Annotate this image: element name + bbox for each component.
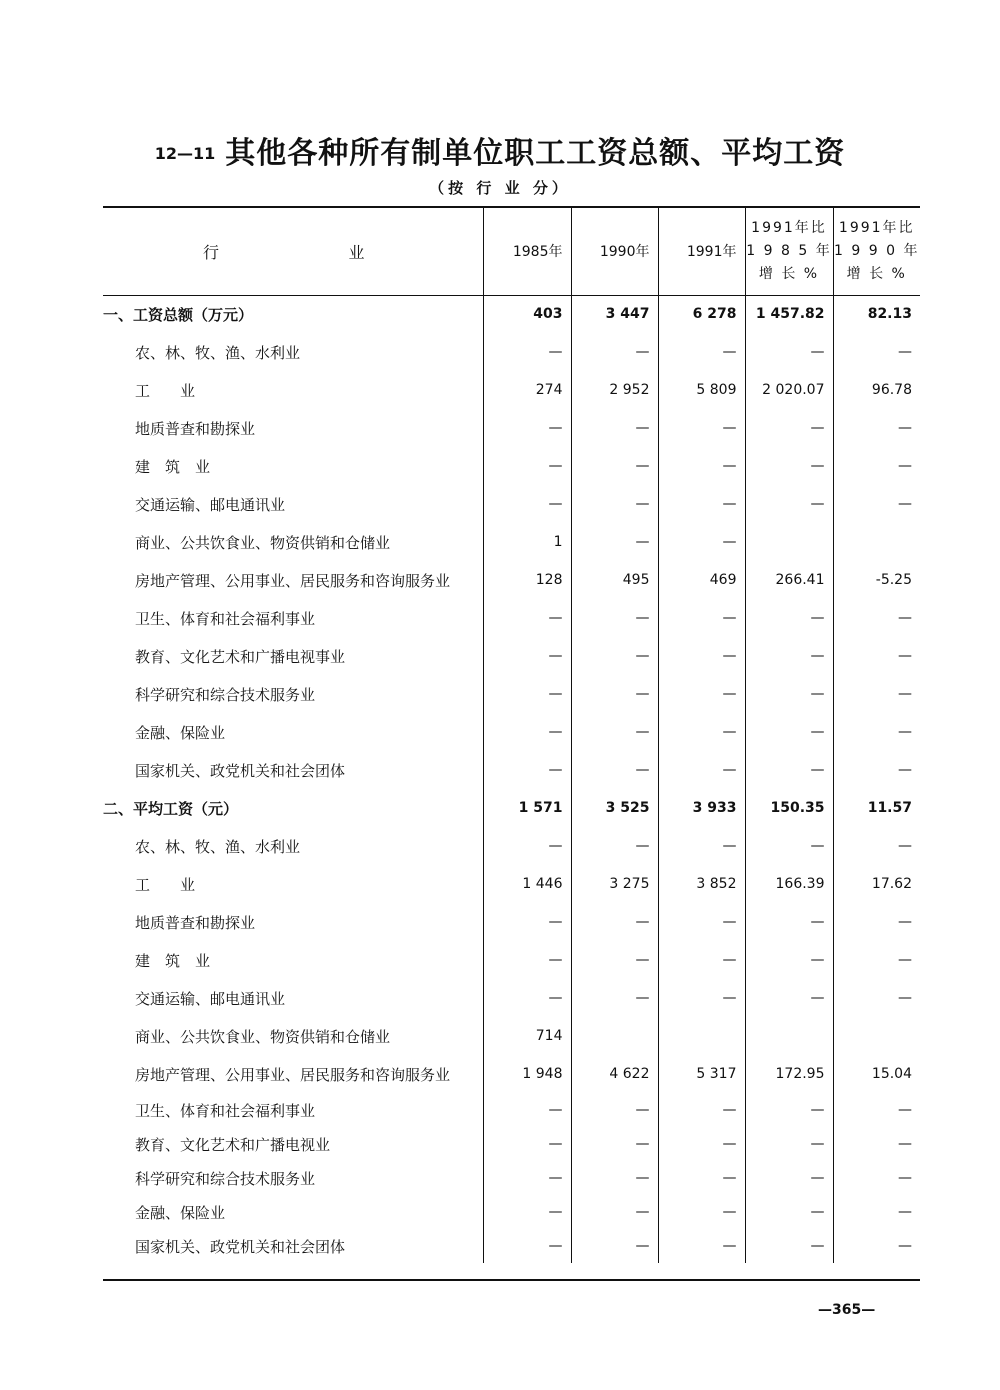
value-1991: — — [658, 1229, 745, 1263]
value-1985: — — [483, 1161, 571, 1195]
value-1990: — — [571, 751, 658, 789]
growth-vs-1990: — — [833, 903, 920, 941]
table-row — [103, 295, 920, 333]
value-1985: — — [483, 599, 571, 637]
value-1991: — — [658, 1127, 745, 1161]
value-1991: 6 278 — [658, 295, 745, 333]
value-1990: — — [571, 675, 658, 713]
growth-vs-1990: — — [833, 485, 920, 523]
value-1991: — — [658, 1195, 745, 1229]
growth-vs-1990: — — [833, 333, 920, 371]
value-1985: — — [483, 1229, 571, 1263]
value-1991: — — [658, 599, 745, 637]
value-1985: — — [483, 447, 571, 485]
value-1991: — — [658, 333, 745, 371]
table-row — [103, 979, 920, 1017]
growth-vs-1990: 96.78 — [833, 371, 920, 409]
value-1985: — — [483, 1093, 571, 1127]
value-1985: 403 — [483, 295, 571, 333]
value-1990: — — [571, 409, 658, 447]
table-header-row — [103, 207, 920, 295]
growth-vs-1990: — — [833, 751, 920, 789]
value-1985: — — [483, 751, 571, 789]
header-1991: 1991年 — [658, 207, 745, 295]
growth-vs-1985: 150.35 — [745, 789, 833, 827]
wage-table — [103, 206, 920, 1263]
row-label: 二、平均工资（元） — [103, 799, 239, 818]
value-1985: — — [483, 941, 571, 979]
row-label: 交通运输、邮电通讯业 — [135, 989, 286, 1008]
row-label: 房地产管理、公用事业、居民服务和咨询服务业 — [135, 571, 451, 590]
growth-vs-1985: 266.41 — [745, 561, 833, 599]
value-1990: — — [571, 1229, 658, 1263]
growth-vs-1990: — — [833, 599, 920, 637]
value-1991: — — [658, 447, 745, 485]
value-1985: 274 — [483, 371, 571, 409]
table-row — [103, 561, 920, 599]
row-label: 地质普查和勘探业 — [135, 913, 256, 932]
value-1991: — — [658, 1093, 745, 1127]
header-growth-1985-line1: 1991年比 — [751, 219, 827, 236]
growth-vs-1985: — — [745, 409, 833, 447]
value-1985: — — [483, 713, 571, 751]
growth-vs-1990: — — [833, 409, 920, 447]
table-row — [103, 333, 920, 371]
table-row — [103, 409, 920, 447]
value-1991: — — [658, 713, 745, 751]
value-1985: 1 948 — [483, 1055, 571, 1093]
value-1991: 3 933 — [658, 789, 745, 827]
table-body — [103, 295, 920, 1263]
value-1990: — — [571, 485, 658, 523]
table-row — [103, 903, 920, 941]
value-1985: — — [483, 485, 571, 523]
table-row — [103, 1055, 920, 1093]
growth-vs-1990: 11.57 — [833, 789, 920, 827]
value-1985: — — [483, 637, 571, 675]
value-1990: — — [571, 1093, 658, 1127]
value-1991: 469 — [658, 561, 745, 599]
growth-vs-1985: — — [745, 903, 833, 941]
value-1985: 1 — [483, 523, 571, 561]
row-label: 金融、保险业 — [135, 1203, 226, 1222]
growth-vs-1985: — — [745, 333, 833, 371]
table-row — [103, 1195, 920, 1229]
table-title-text: 其他各种所有制单位职工工资总额、平均工资 — [225, 136, 846, 171]
growth-vs-1990: — — [833, 1229, 920, 1263]
value-1990: — — [571, 599, 658, 637]
table-row — [103, 447, 920, 485]
growth-vs-1990: — — [833, 941, 920, 979]
value-1985: — — [483, 675, 571, 713]
growth-vs-1990: — — [833, 1093, 920, 1127]
value-1985: — — [483, 333, 571, 371]
value-1990: — — [571, 523, 658, 561]
row-label: 卫生、体育和社会福利事业 — [135, 609, 316, 628]
growth-vs-1985: — — [745, 1093, 833, 1127]
table-row — [103, 1161, 920, 1195]
growth-vs-1990: — — [833, 979, 920, 1017]
header-1990: 1990年 — [571, 207, 658, 295]
growth-vs-1985: — — [745, 675, 833, 713]
table-row — [103, 751, 920, 789]
header-growth-1990-line2: 1 9 9 0 年 — [834, 242, 920, 259]
value-1991: — — [658, 979, 745, 1017]
row-label: 建 筑 业 — [135, 457, 211, 476]
growth-vs-1985: — — [745, 713, 833, 751]
header-1985: 1985年 — [483, 207, 571, 295]
growth-vs-1985: — — [745, 1229, 833, 1263]
row-label: 地质普查和勘探业 — [135, 419, 256, 438]
growth-vs-1985 — [745, 523, 833, 561]
row-label: 商业、公共饮食业、物资供销和仓储业 — [135, 1027, 391, 1046]
growth-vs-1985: — — [745, 447, 833, 485]
value-1985: — — [483, 979, 571, 1017]
value-1985: — — [483, 1195, 571, 1229]
value-1990: — — [571, 941, 658, 979]
value-1991: — — [658, 1161, 745, 1195]
growth-vs-1985: 172.95 — [745, 1055, 833, 1093]
value-1990: 4 622 — [571, 1055, 658, 1093]
table-row — [103, 371, 920, 409]
value-1985: — — [483, 409, 571, 447]
value-1991: — — [658, 827, 745, 865]
growth-vs-1990: 17.62 — [833, 865, 920, 903]
row-label: 教育、文化艺术和广播电视业 — [135, 1135, 331, 1154]
growth-vs-1990: — — [833, 447, 920, 485]
value-1990: — — [571, 333, 658, 371]
header-industry-a: 行 — [203, 242, 220, 262]
header-growth-1990-line3: 增 长 % — [846, 265, 907, 282]
value-1985: 128 — [483, 561, 571, 599]
value-1985: 1 446 — [483, 865, 571, 903]
growth-vs-1990: — — [833, 1127, 920, 1161]
growth-vs-1990: — — [833, 827, 920, 865]
table-row — [103, 637, 920, 675]
row-label: 一、工资总额（万元） — [103, 305, 254, 324]
growth-vs-1985: 1 457.82 — [745, 295, 833, 333]
value-1990: — — [571, 979, 658, 1017]
value-1991: 3 852 — [658, 865, 745, 903]
value-1990: 3 275 — [571, 865, 658, 903]
value-1991: — — [658, 941, 745, 979]
value-1990: — — [571, 713, 658, 751]
table-row — [103, 713, 920, 751]
row-label: 建 筑 业 — [135, 951, 211, 970]
row-label: 房地产管理、公用事业、居民服务和咨询服务业 — [135, 1065, 451, 1084]
table-row — [103, 865, 920, 903]
value-1991: — — [658, 409, 745, 447]
table-row — [103, 599, 920, 637]
row-label: 交通运输、邮电通讯业 — [135, 495, 286, 514]
bottom-rule — [103, 1279, 920, 1281]
growth-vs-1990: — — [833, 637, 920, 675]
growth-vs-1985: — — [745, 827, 833, 865]
value-1991: — — [658, 675, 745, 713]
table-row — [103, 1017, 920, 1055]
header-growth-1985-line3: 增 长 % — [758, 265, 820, 282]
growth-vs-1985: — — [745, 637, 833, 675]
growth-vs-1990: — — [833, 713, 920, 751]
growth-vs-1985: — — [745, 1195, 833, 1229]
header-growth-1985 — [745, 207, 833, 295]
value-1991: — — [658, 903, 745, 941]
row-label: 国家机关、政党机关和社会团体 — [135, 1237, 346, 1256]
value-1990: 3 525 — [571, 789, 658, 827]
value-1990: — — [571, 1161, 658, 1195]
row-label: 工 业 — [135, 381, 196, 400]
growth-vs-1985: 166.39 — [745, 865, 833, 903]
table-row — [103, 485, 920, 523]
header-growth-1990 — [833, 207, 920, 295]
row-label: 科学研究和综合技术服务业 — [135, 685, 316, 704]
growth-vs-1985 — [745, 1017, 833, 1055]
growth-vs-1985: — — [745, 941, 833, 979]
page-number: —365— — [818, 1302, 876, 1318]
table-row — [103, 827, 920, 865]
row-label: 商业、公共饮食业、物资供销和仓储业 — [135, 533, 391, 552]
value-1990: — — [571, 827, 658, 865]
value-1990: 3 447 — [571, 295, 658, 333]
table-title — [0, 128, 1000, 172]
value-1991: — — [658, 485, 745, 523]
value-1990: — — [571, 903, 658, 941]
row-label: 科学研究和综合技术服务业 — [135, 1169, 316, 1188]
row-label: 工 业 — [135, 875, 196, 894]
growth-vs-1990: -5.25 — [833, 561, 920, 599]
growth-vs-1990: — — [833, 1161, 920, 1195]
growth-vs-1985: — — [745, 1161, 833, 1195]
value-1985: — — [483, 827, 571, 865]
value-1991 — [658, 1017, 745, 1055]
header-growth-1985-line2: 1 9 8 5 年 — [746, 242, 832, 259]
growth-vs-1985: 2 020.07 — [745, 371, 833, 409]
value-1990: — — [571, 1195, 658, 1229]
header-industry-b: 业 — [348, 242, 365, 262]
growth-vs-1985: — — [745, 485, 833, 523]
value-1990 — [571, 1017, 658, 1055]
value-1990: — — [571, 447, 658, 485]
value-1991: — — [658, 751, 745, 789]
growth-vs-1985: — — [745, 599, 833, 637]
row-label: 卫生、体育和社会福利事业 — [135, 1101, 316, 1120]
growth-vs-1990: — — [833, 675, 920, 713]
value-1991: 5 809 — [658, 371, 745, 409]
value-1985: — — [483, 903, 571, 941]
growth-vs-1990: 15.04 — [833, 1055, 920, 1093]
table-row — [103, 523, 920, 561]
row-label: 国家机关、政党机关和社会团体 — [135, 761, 346, 780]
growth-vs-1985: — — [745, 751, 833, 789]
table-row — [103, 1093, 920, 1127]
growth-vs-1990 — [833, 1017, 920, 1055]
growth-vs-1985: — — [745, 1127, 833, 1161]
value-1985: — — [483, 1127, 571, 1161]
row-label: 金融、保险业 — [135, 723, 226, 742]
row-label: 农、林、牧、渔、水利业 — [135, 837, 301, 856]
table-row — [103, 789, 920, 827]
table-subtitle: （按 行 业 分） — [429, 179, 571, 197]
header-industry — [103, 207, 483, 295]
header-growth-1990-line1: 1991年比 — [838, 219, 915, 236]
value-1990: 2 952 — [571, 371, 658, 409]
value-1985: 1 571 — [483, 789, 571, 827]
growth-vs-1990 — [833, 523, 920, 561]
value-1991: — — [658, 637, 745, 675]
table-row — [103, 675, 920, 713]
value-1990: — — [571, 1127, 658, 1161]
value-1990: — — [571, 637, 658, 675]
value-1991: — — [658, 523, 745, 561]
growth-vs-1985: — — [745, 979, 833, 1017]
growth-vs-1990: — — [833, 1195, 920, 1229]
growth-vs-1990: 82.13 — [833, 295, 920, 333]
table-number: 12—11 — [154, 144, 216, 163]
row-label: 教育、文化艺术和广播电视事业 — [135, 647, 346, 666]
value-1991: 5 317 — [658, 1055, 745, 1093]
table-row — [103, 1229, 920, 1263]
value-1990: 495 — [571, 561, 658, 599]
row-label: 农、林、牧、渔、水利业 — [135, 343, 301, 362]
table-row — [103, 941, 920, 979]
value-1985: 714 — [483, 1017, 571, 1055]
table-row — [103, 1127, 920, 1161]
